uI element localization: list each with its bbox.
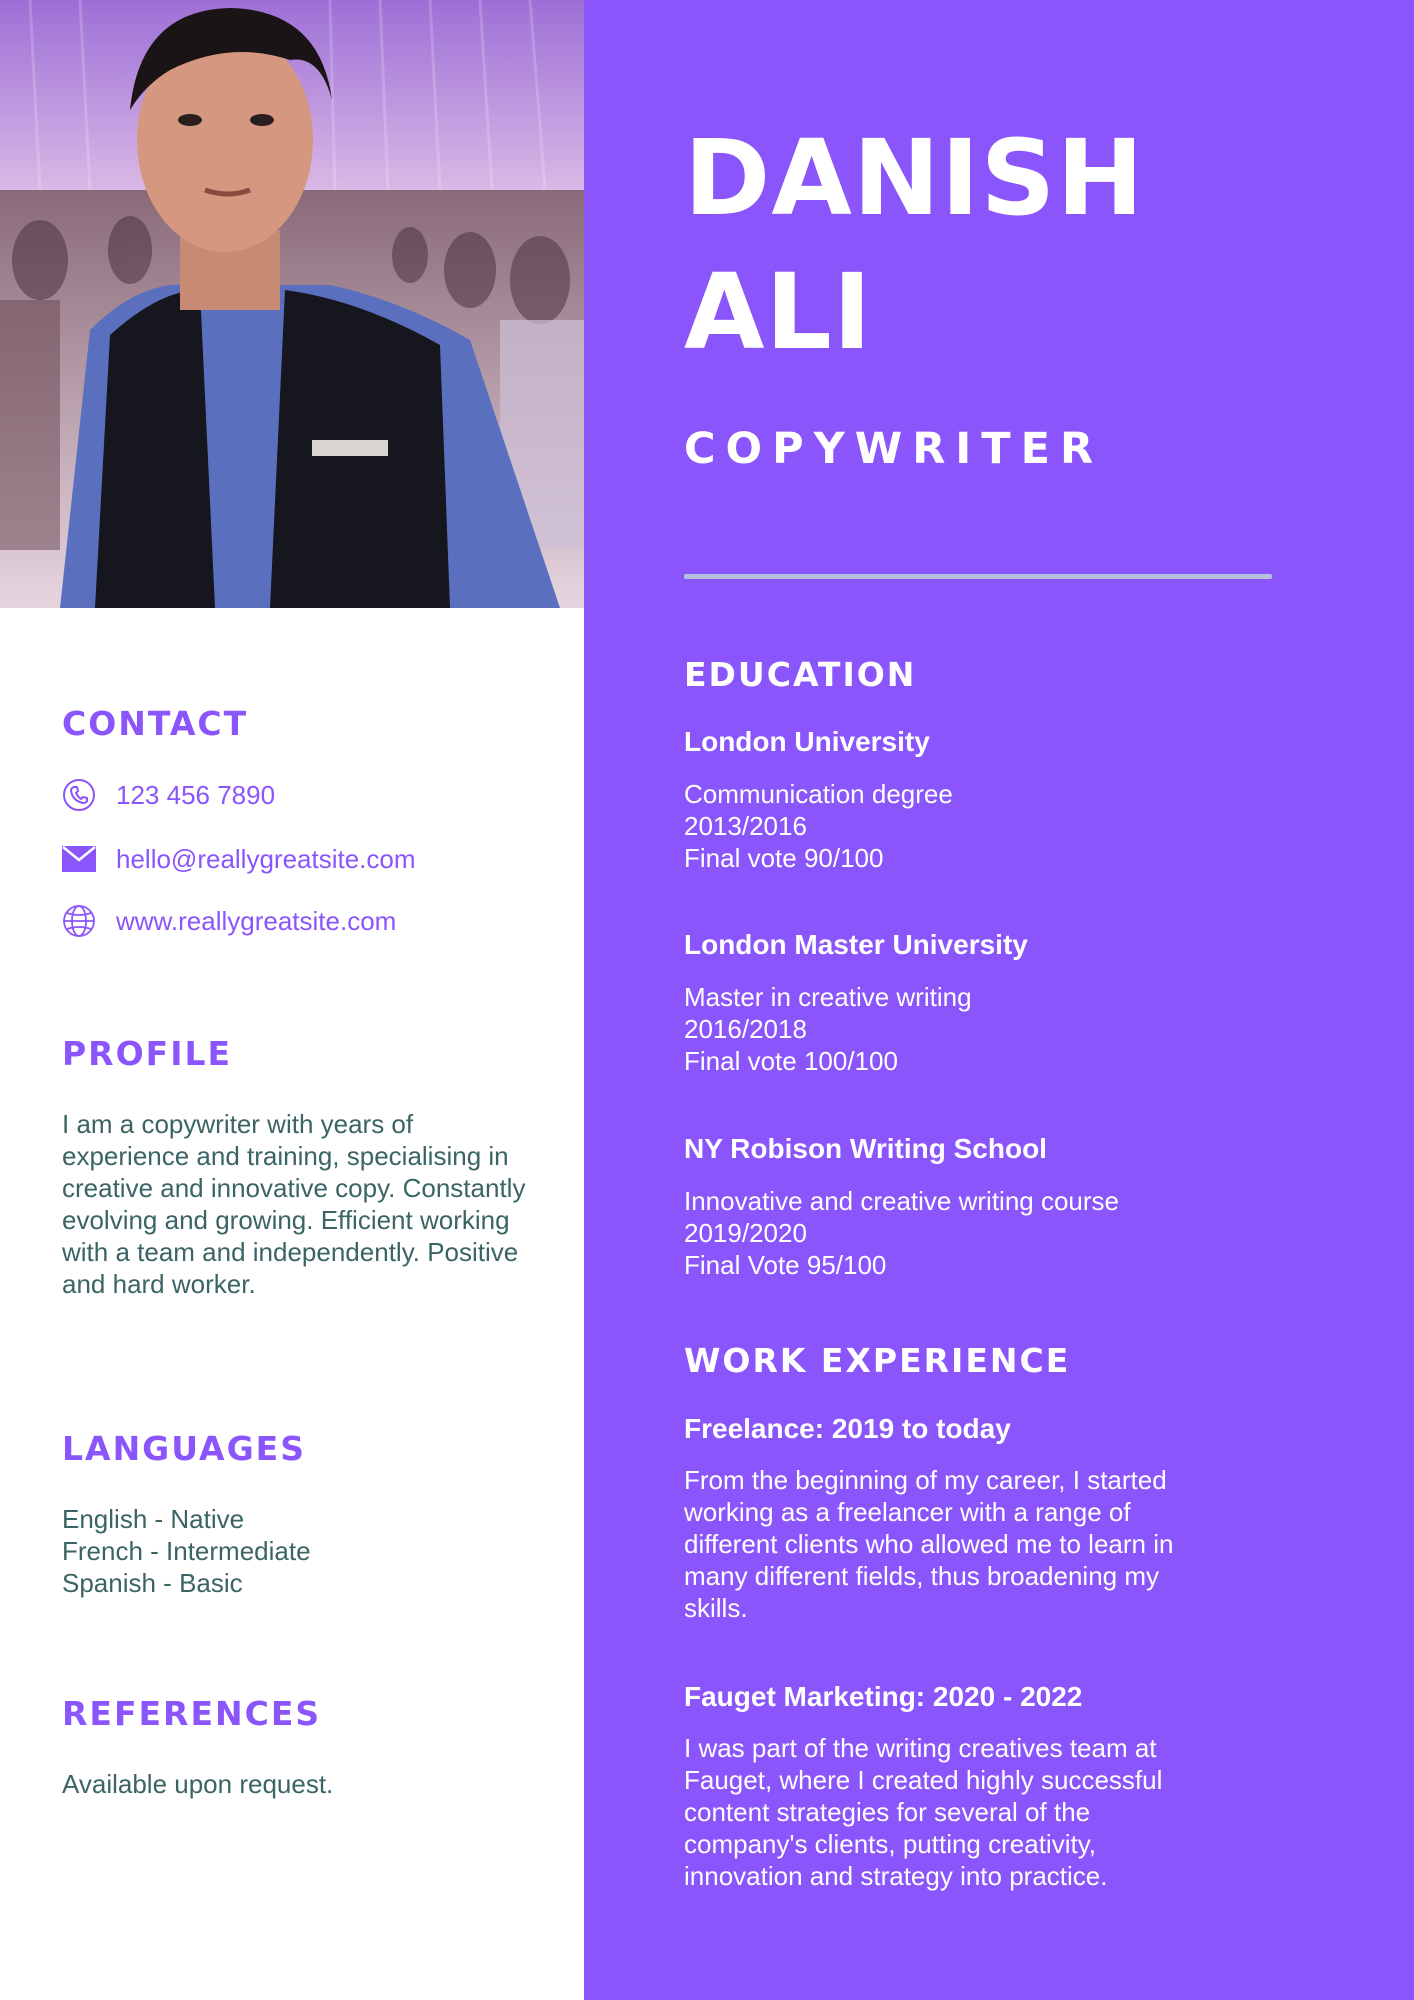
education-line: 2013/2016 xyxy=(684,811,807,841)
education-line: 2016/2018 xyxy=(684,1014,807,1044)
education-line: 2019/2020 xyxy=(684,1218,807,1248)
last-name: ALI xyxy=(684,251,873,373)
job-line: different clients who allowed me to learn in xyxy=(684,1529,1174,1559)
profile-heading: PROFILE xyxy=(62,1034,233,1073)
phone-number[interactable]: 123 456 7890 xyxy=(116,779,276,810)
education-line: Master in creative writing xyxy=(684,982,972,1012)
education-line: Communication degree xyxy=(684,779,953,809)
education-details xyxy=(684,981,1244,1077)
job-entry-description xyxy=(684,1732,1244,1892)
contact-website xyxy=(62,904,396,938)
job-line: Fauget, where I created highly successful xyxy=(684,1765,1163,1795)
job-line: working as a freelancer with a range of xyxy=(684,1497,1131,1527)
profile-photo xyxy=(0,0,584,608)
education-line: Final vote 90/100 xyxy=(684,843,884,873)
references-heading: REFERENCES xyxy=(62,1694,322,1733)
email-link[interactable]: hello@reallygreatsite.com xyxy=(116,843,416,874)
education-line: Final vote 100/100 xyxy=(684,1046,898,1076)
education-school: London University xyxy=(684,726,930,757)
globe-icon xyxy=(62,904,96,938)
website-link[interactable]: www.reallygreatsite.com xyxy=(116,905,397,936)
education-heading: EDUCATION xyxy=(684,655,917,694)
job-line: From the beginning of my career, I started xyxy=(684,1465,1167,1495)
education-school: London Master University xyxy=(684,929,1028,960)
job-line: many different fields, thus broadening my xyxy=(684,1561,1160,1591)
job-entry-title: Fauget Marketing: 2020 - 2022 xyxy=(684,1681,1083,1712)
job-title: COPYWRITER xyxy=(684,424,1104,474)
left-column xyxy=(0,0,584,2000)
job-line: content strategies for several of the xyxy=(684,1797,1091,1827)
language-item: French - Intermediate xyxy=(62,1536,311,1566)
job-entry-description xyxy=(684,1464,1244,1624)
job-line: I was part of the writing creatives team at xyxy=(684,1733,1157,1763)
job-line: skills. xyxy=(684,1593,748,1623)
mail-icon xyxy=(62,842,96,876)
languages-heading: LANGUAGES xyxy=(62,1429,306,1468)
education-school: NY Robison Writing School xyxy=(684,1133,1047,1164)
job-line: company's clients, putting creativity, xyxy=(684,1829,1096,1859)
contact-phone xyxy=(62,778,275,812)
education-details xyxy=(684,1185,1244,1281)
first-name: DANISH xyxy=(684,117,1145,239)
profile-text: I am a copywriter with years of experience and training, specialising in creative and innovative copy. Constantly evolving and growing. Efficient working with a team and independently. Positive and hard worker. xyxy=(62,1109,526,1299)
divider xyxy=(684,574,1272,579)
education-details xyxy=(684,778,1244,874)
language-item: English - Native xyxy=(62,1504,245,1534)
phone-icon xyxy=(62,778,96,812)
language-item: Spanish - Basic xyxy=(62,1568,243,1598)
work-heading: WORK EXPERIENCE xyxy=(684,1341,1071,1380)
job-entry-title: Freelance: 2019 to today xyxy=(684,1413,1011,1444)
languages-list xyxy=(62,1503,532,1599)
job-line: innovation and strategy into practice. xyxy=(684,1861,1108,1891)
contact-email xyxy=(62,842,416,876)
education-line: Final Vote 95/100 xyxy=(684,1250,887,1280)
contact-heading: CONTACT xyxy=(62,704,249,743)
references-text: Available upon request. xyxy=(62,1769,334,1799)
education-line: Innovative and creative writing course xyxy=(684,1186,1120,1216)
